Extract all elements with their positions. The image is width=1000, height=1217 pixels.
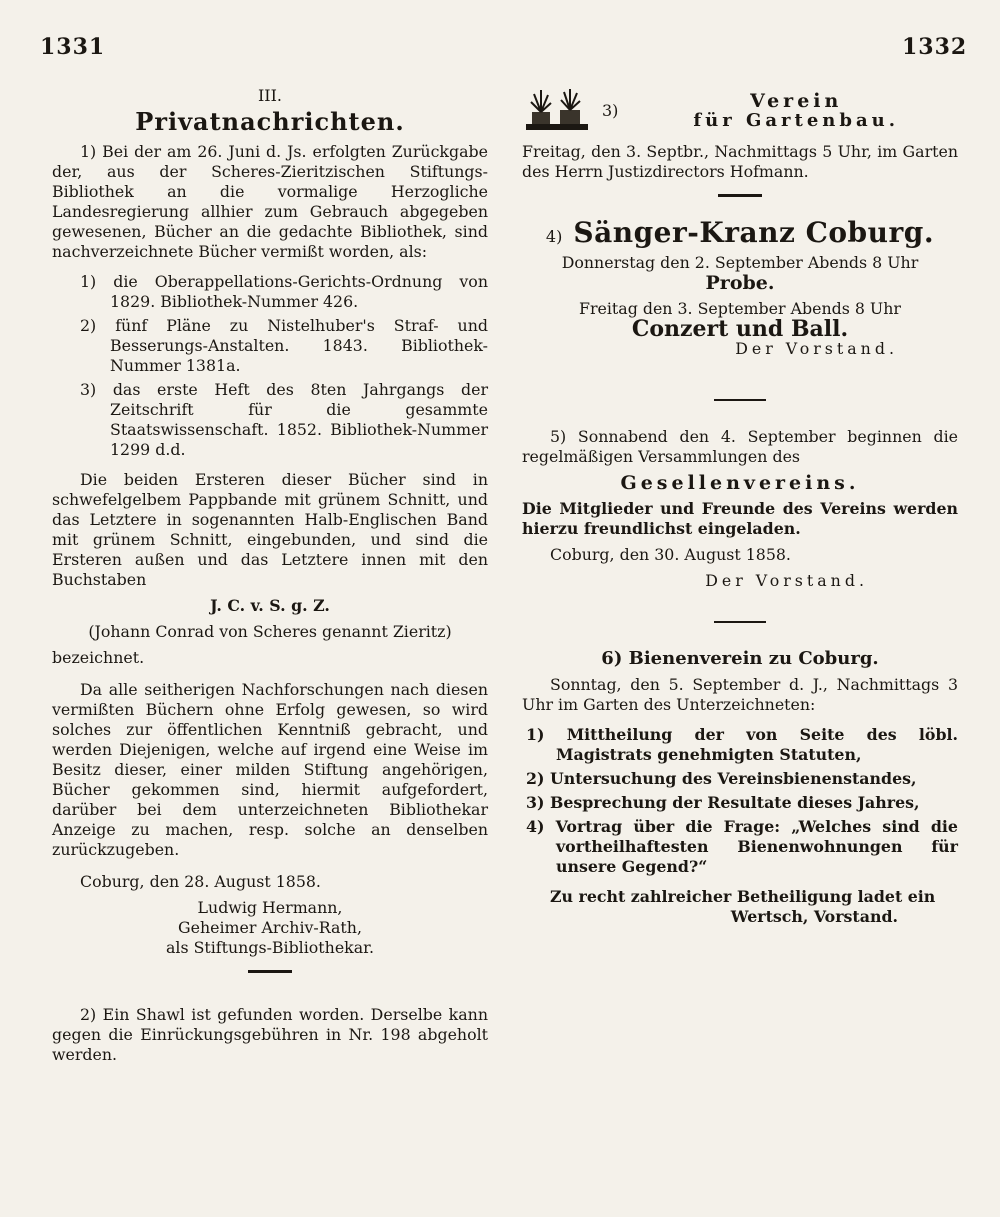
notice-3-title	[634, 91, 958, 131]
notice-6-item-1: 1) Mittheilung der von Seite des löbl. Magistrats genehmigten Statuten,	[526, 725, 958, 764]
notice-2-text: 2) Ein Shawl ist gefunden worden. Derselbe kann gegen die Einrückungsgebühren in Nr. 198 abgeholt werden.	[52, 1005, 488, 1064]
notice-5-title: Gesellenvereins.	[620, 472, 860, 494]
notice-3-text: Freitag, den 3. Septbr., Nachmittags 5 Uhr, im Garten des Herrn Justizdirectors Hofmann.	[522, 142, 958, 181]
notice-4-signature: Der Vorstand.	[735, 339, 898, 358]
notice-4-line2: Freitag den 3. September Abends 8 Uhr	[579, 299, 901, 318]
notice-4-header	[522, 216, 958, 249]
notice-5-signature: Der Vorstand.	[705, 571, 868, 590]
notice-1-date: Coburg, den 28. August 1858.	[80, 872, 321, 891]
left-column	[52, 86, 488, 1065]
notice-5-text: 5) Sonnabend den 4. September beginnen die regelmäßigen Versammlungen des	[522, 427, 958, 466]
notice-6-signature: Wertsch, Vorstand.	[730, 907, 898, 926]
right-column	[522, 86, 958, 927]
notice-4-title: Sänger-Kranz Coburg.	[573, 216, 935, 249]
book-item-3: 3) das erste Heft des 8ten Jahrgangs der Zeitschrift für die gesammte Staatswissenschaft. 1852. Bibliothek-Nummer 1299 d.d.	[80, 380, 488, 459]
book-initials: J. C. v. S. g. Z.	[210, 596, 330, 615]
section-title: Privatnachrichten.	[135, 107, 405, 136]
initials-expanded: (Johann Conrad von Scheres genannt Zieritz)	[88, 622, 452, 641]
notice-3-header	[522, 86, 958, 136]
signature-title: Geheimer Archiv-Rath,	[178, 918, 362, 937]
signature-role: als Stiftungs-Bibliothekar.	[165, 938, 374, 957]
book-item-1: 1) die Oberappellations-Gerichts-Ordnung von 1829. Bibliothek-Nummer 426.	[80, 272, 488, 311]
page-number-right: 1332	[902, 34, 968, 60]
separator-rule	[714, 621, 766, 623]
notice-6-closing: Zu recht zahlreicher Betheiligung ladet ein	[550, 887, 936, 906]
notice-1-intro: 1) Bei der am 26. Juni d. Js. erfolgten Zurückgabe der, aus der Scheres-Zieritzischen Stiftungs-Bibliothek an die vormalige Herzogliche Landesregierung allhier zum Gebrauch abgegeben gewesenen, Bücher an die gedachte Bibliothek, sind nachverzeichnete Bücher vermißt worden, als:	[52, 142, 488, 261]
separator-rule	[248, 970, 292, 973]
notice-4-probe: Probe.	[705, 272, 775, 294]
notice-6-intro: Sonntag, den 5. September d. J., Nachmittags 3 Uhr im Garten des Unterzeichneten:	[522, 675, 958, 714]
notice-4-line1: Donnerstag den 2. September Abends 8 Uhr	[561, 253, 919, 272]
page-number-left: 1331	[40, 34, 106, 60]
notice-3-title-line1: Verein	[750, 90, 843, 112]
notice-6-item-4: 4) Vortrag über die Frage: „Welches sind die vortheilhaftesten Bienenwohnungen für unsere Gegend?“	[526, 817, 958, 876]
notice-6-title: 6) Bienenverein zu Coburg.	[601, 648, 879, 669]
notice-3-title-line2: für Gartenbau.	[693, 110, 899, 131]
book-item-2: 2) fünf Pläne zu Nistelhuber's Straf- und Besserungs-Anstalten. 1843. Bibliothek-Nummer 1381a.	[80, 316, 488, 375]
notice-4-number: 4)	[545, 227, 563, 246]
notice-4-event: Conzert und Ball.	[631, 316, 849, 342]
separator-rule	[714, 399, 766, 401]
notice-6-item-3: 3) Besprechung der Resultate dieses Jahres,	[526, 793, 920, 812]
notice-5-text2: Die Mitglieder und Freunde des Vereins werden hierzu freundlichst eingeladen.	[522, 499, 958, 538]
notice-6-item-2: 2) Untersuchung des Vereinsbienenstandes,	[526, 769, 917, 788]
notice-3-number: 3)	[602, 101, 619, 120]
separator-rule	[718, 194, 762, 197]
marked-text: bezeichnet.	[52, 648, 145, 667]
signature-name: Ludwig Hermann,	[197, 898, 343, 917]
binding-description: Die beiden Ersteren dieser Bücher sind in schwefelgelbem Pappbande mit grünem Schnitt, und das Letztere in sogenannten Halb-Englischen Band mit grünem Schnitt, eingebunden, und sind die Ersteren außen und das Letztere innen mit den Buchstaben	[52, 470, 488, 589]
notice-5-date: Coburg, den 30. August 1858.	[550, 545, 791, 564]
garden-plants-icon	[522, 86, 592, 136]
section-roman-numeral: III.	[257, 86, 283, 105]
appeal-text: Da alle seitherigen Nachforschungen nach diesen vermißten Büchern ohne Erfolg gewesen, so wird solches zur öffentlichen Kenntniß gebracht, und werden Diejenigen, welche auf irgend eine Weise im Besitz dieser, einer milden Stiftung angehörigen, Bücher gekommen sind, hiermit aufgefordert, darüber bei dem unterzeichneten Bibliothekar Anzeige zu machen, resp. solche an denselben zurückzugeben.	[52, 680, 488, 859]
